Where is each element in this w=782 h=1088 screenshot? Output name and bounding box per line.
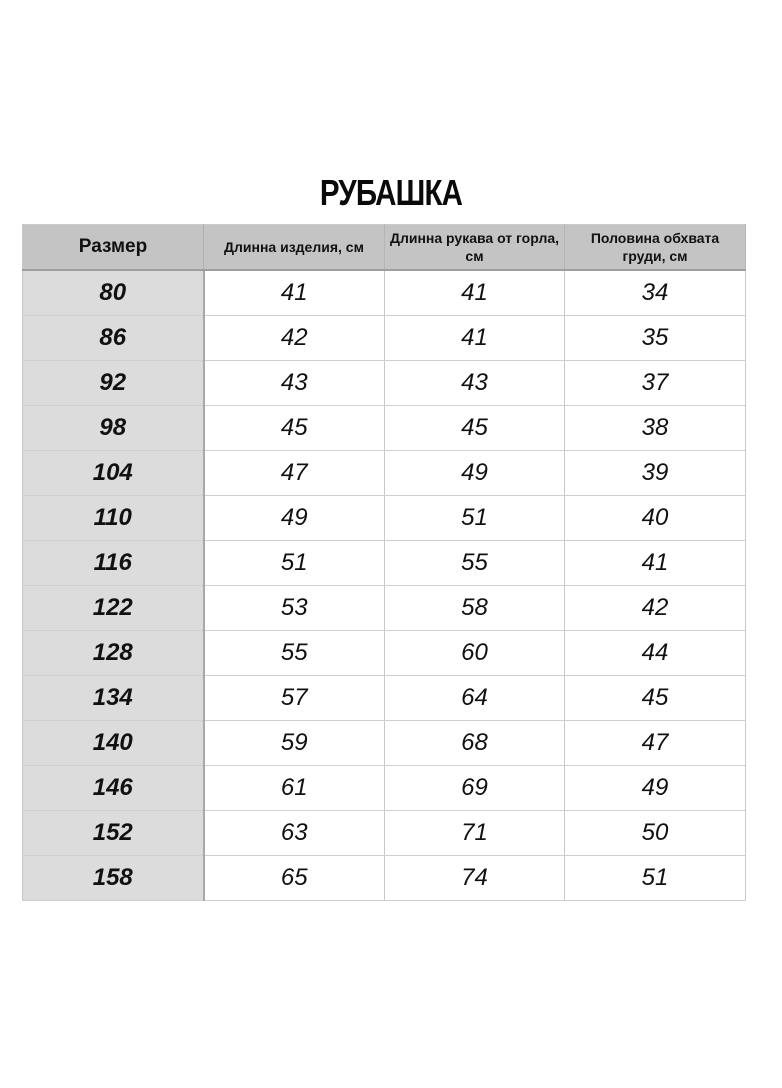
length-cell: 55 bbox=[204, 631, 385, 676]
length-cell: 43 bbox=[204, 361, 385, 406]
table-row bbox=[23, 316, 746, 361]
sleeve-cell: 41 bbox=[385, 316, 565, 361]
sleeve-cell: 74 bbox=[385, 856, 565, 901]
chest-cell: 47 bbox=[565, 721, 746, 766]
table-row bbox=[23, 270, 746, 316]
chest-cell: 38 bbox=[565, 406, 746, 451]
sleeve-cell: 69 bbox=[385, 766, 565, 811]
length-cell: 63 bbox=[204, 811, 385, 856]
header-sleeve-length: Длинна рукава от горла, см bbox=[385, 225, 565, 271]
sleeve-cell: 71 bbox=[385, 811, 565, 856]
size-cell: 140 bbox=[23, 721, 204, 766]
size-cell: 110 bbox=[23, 496, 204, 541]
sleeve-cell: 55 bbox=[385, 541, 565, 586]
length-cell: 41 bbox=[204, 270, 385, 316]
chest-cell: 40 bbox=[565, 496, 746, 541]
size-cell: 104 bbox=[23, 451, 204, 496]
chest-cell: 39 bbox=[565, 451, 746, 496]
table-row bbox=[23, 406, 746, 451]
chest-cell: 34 bbox=[565, 270, 746, 316]
length-cell: 61 bbox=[204, 766, 385, 811]
size-cell: 92 bbox=[23, 361, 204, 406]
length-cell: 59 bbox=[204, 721, 385, 766]
chest-cell: 42 bbox=[565, 586, 746, 631]
sleeve-cell: 49 bbox=[385, 451, 565, 496]
chest-cell: 35 bbox=[565, 316, 746, 361]
size-cell: 98 bbox=[23, 406, 204, 451]
sleeve-cell: 64 bbox=[385, 676, 565, 721]
table-row bbox=[23, 766, 746, 811]
sleeve-cell: 68 bbox=[385, 721, 565, 766]
size-cell: 152 bbox=[23, 811, 204, 856]
size-cell: 86 bbox=[23, 316, 204, 361]
header-half-chest: Половина обхвата груди, см bbox=[565, 225, 746, 271]
size-chart-table bbox=[22, 224, 746, 901]
table-row bbox=[23, 496, 746, 541]
size-cell: 146 bbox=[23, 766, 204, 811]
length-cell: 65 bbox=[204, 856, 385, 901]
header-row bbox=[23, 225, 746, 271]
length-cell: 42 bbox=[204, 316, 385, 361]
table-row bbox=[23, 811, 746, 856]
size-cell: 116 bbox=[23, 541, 204, 586]
sleeve-cell: 58 bbox=[385, 586, 565, 631]
chest-cell: 51 bbox=[565, 856, 746, 901]
chest-cell: 49 bbox=[565, 766, 746, 811]
size-cell: 134 bbox=[23, 676, 204, 721]
header-garment-length: Длинна изделия, см bbox=[204, 225, 385, 271]
chest-cell: 37 bbox=[565, 361, 746, 406]
length-cell: 51 bbox=[204, 541, 385, 586]
table-row bbox=[23, 856, 746, 901]
table-row bbox=[23, 721, 746, 766]
length-cell: 45 bbox=[204, 406, 385, 451]
table-row bbox=[23, 541, 746, 586]
chest-cell: 44 bbox=[565, 631, 746, 676]
sleeve-cell: 51 bbox=[385, 496, 565, 541]
size-cell: 158 bbox=[23, 856, 204, 901]
sleeve-cell: 41 bbox=[385, 270, 565, 316]
chest-cell: 45 bbox=[565, 676, 746, 721]
length-cell: 49 bbox=[204, 496, 385, 541]
size-cell: 122 bbox=[23, 586, 204, 631]
table-row bbox=[23, 676, 746, 721]
sleeve-cell: 43 bbox=[385, 361, 565, 406]
table-row bbox=[23, 361, 746, 406]
size-cell: 128 bbox=[23, 631, 204, 676]
size-cell: 80 bbox=[23, 270, 204, 316]
length-cell: 47 bbox=[204, 451, 385, 496]
sleeve-cell: 45 bbox=[385, 406, 565, 451]
length-cell: 53 bbox=[204, 586, 385, 631]
sleeve-cell: 60 bbox=[385, 631, 565, 676]
table-row bbox=[23, 586, 746, 631]
chest-cell: 50 bbox=[565, 811, 746, 856]
chest-cell: 41 bbox=[565, 541, 746, 586]
table-row bbox=[23, 631, 746, 676]
header-size: Размер bbox=[23, 225, 204, 271]
table-row bbox=[23, 451, 746, 496]
chart-title: РУБАШКА bbox=[319, 172, 463, 213]
length-cell: 57 bbox=[204, 676, 385, 721]
